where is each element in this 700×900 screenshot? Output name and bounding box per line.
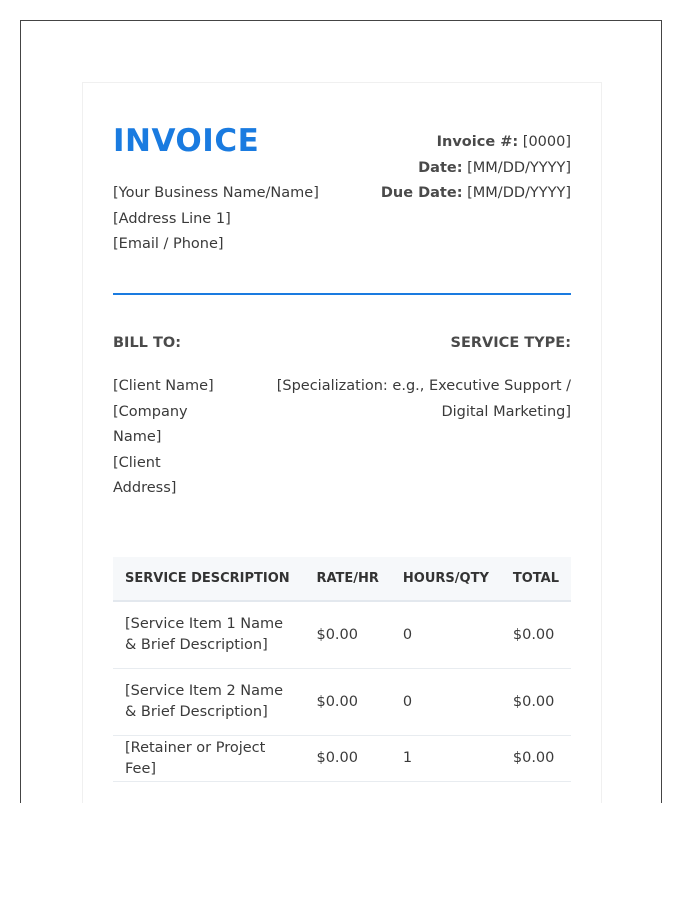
header-total: TOTAL: [501, 557, 571, 601]
row-rate: $0.00: [304, 736, 390, 782]
service-type-heading: SERVICE TYPE:: [450, 335, 571, 351]
invoice-date-line: [381, 156, 571, 182]
due-date-line: [381, 181, 571, 207]
header-description: SERVICE DESCRIPTION: [113, 557, 304, 601]
due-date-value: [MM/DD/YYYY]: [467, 185, 571, 201]
bill-to-heading: BILL TO:: [113, 335, 181, 351]
invoice-date-value: [MM/DD/YYYY]: [467, 159, 571, 176]
invoice-number-value: [0000]: [522, 134, 571, 150]
table-row: [113, 601, 571, 669]
row-total: $0.00: [501, 601, 571, 669]
table-header-row: [113, 557, 571, 601]
invoice-title: INVOICE: [113, 123, 260, 159]
invoice-number-label: Invoice #:: [436, 134, 519, 150]
table-row: [113, 736, 571, 782]
invoice-card: [82, 82, 602, 803]
row-rate: $0.00: [304, 669, 390, 736]
row-hours: 1: [391, 736, 501, 782]
business-contact: [Email / Phone]: [113, 236, 224, 252]
header-hours: HOURS/QTY: [391, 557, 501, 601]
invoice-number-line: [381, 130, 571, 156]
business-info: [113, 181, 319, 258]
business-address: [Address Line 1]: [113, 210, 231, 227]
business-name: [Your Business Name/Name]: [113, 185, 319, 201]
page-frame: [20, 20, 662, 803]
row-description: [Service Item 1 Name & Brief Description]: [113, 601, 304, 669]
header-divider: [113, 293, 571, 295]
line-items-table: [113, 557, 571, 782]
due-date-label: Due Date:: [380, 185, 463, 201]
invoice-date-label: Date:: [418, 159, 463, 176]
row-description: [Retainer or Project Fee]: [113, 736, 304, 782]
row-rate: $0.00: [304, 601, 390, 669]
row-total: $0.00: [501, 669, 571, 736]
company-name: [Company Name]: [113, 403, 188, 445]
client-address: [Client Address]: [113, 454, 177, 496]
invoice-meta: [381, 130, 571, 207]
bill-to-details: [113, 374, 217, 502]
row-hours: 0: [391, 669, 501, 736]
table-row: [113, 669, 571, 736]
service-type-value: [Specialization: e.g., Executive Support / Digital Marketing]: [276, 378, 571, 420]
client-name: [Client Name]: [113, 378, 214, 394]
row-hours: 0: [391, 601, 501, 669]
row-description: [Service Item 2 Name & Brief Description]: [113, 669, 304, 736]
row-total: $0.00: [501, 736, 571, 782]
header-rate: RATE/HR: [304, 557, 390, 601]
